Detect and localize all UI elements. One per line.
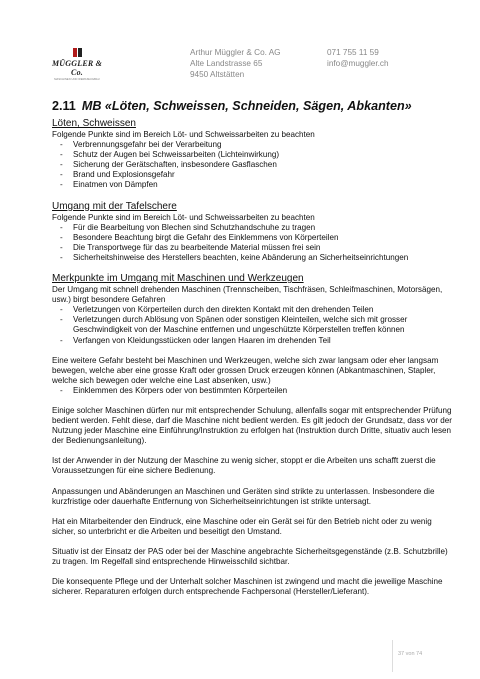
heading-title: MB «Löten, Schweissen, Schneiden, Sägen, Abkanten» <box>81 99 412 113</box>
bullet-list-maschinen <box>52 305 452 345</box>
list-item: - Für die Bearbeitung von Blechen sind Schutzhandschuhe zu tragen <box>52 223 452 233</box>
logo-tagline: MASCHINEN UND WERKZEUGBAU <box>54 78 100 81</box>
logo-wordmark: MÜGGLER & Co. <box>51 59 103 77</box>
paragraph: Situativ ist der Einsatz der PAS oder bei der Maschine angebrachte Sicherheitsgegenstände (z.B. Schutzbrille) zu tragen. Im Regelfall sind entsprechende Hinweisschild sichtbar. <box>52 546 448 566</box>
list-item: - Die Transportwege für das zu bearbeitende Material müssen frei sein <box>52 243 452 253</box>
email: info@muggler.ch <box>327 59 389 68</box>
list-item: - Besondere Beachtung birgt die Gefahr des Einklemmens von Körperteilen <box>52 233 452 243</box>
subsection-title-tafelschere: Umgang mit der Tafelschere <box>52 200 177 212</box>
subsection-intro: Folgende Punkte sind im Bereich Löt- und Schweissarbeiten zu beachten <box>52 212 315 222</box>
subsection-title-loeten: Löten, Schweissen <box>52 118 136 129</box>
list-item: - Einatmen von Dämpfen <box>52 180 452 190</box>
bullet-list-loeten <box>52 140 452 190</box>
paragraph: Einige solcher Maschinen dürfen nur mit entsprechender Schulung, allenfalls sogar mit entsprechender Prüfung bedient werden. Fehlt diese, darf die Maschine nicht bedient werden. Es gilt jedoch der Grundsatz, dass vor der Nutzung jeder Maschine eine Einführung/Instruktion zu erfolgen hat (Instruktion durch Dritte, situativ auch lesen der Bedienungsanleitung). <box>52 405 452 446</box>
address-block <box>190 47 281 80</box>
page-number: 37 von 74 <box>398 651 423 657</box>
section-heading <box>52 99 452 114</box>
bullet-list-tafelschere <box>52 223 452 263</box>
company-logo <box>51 48 103 81</box>
subsection-title-maschinen: Merkpunkte im Umgang mit Maschinen und Werkzeugen <box>52 273 304 285</box>
paragraph: Anpassungen und Abänderungen an Maschinen und Geräten sind strikte zu unterlassen. Insbesondere die kurzfristige oder dauerhafte Entfernung von Sicherheitseinrichtungen ist strikte untersagt. <box>52 486 435 506</box>
list-item: - Sicherheitshinweise des Herstellers beachten, keine Abänderung an Sicherheitseinrichtungen <box>52 253 452 263</box>
logo-mark-icon <box>73 48 82 57</box>
subsection-intro: Der Umgang mit schnell drehenden Maschinen (Trennscheiben, Tischfräsen, Schleifmaschinen, Motorsägen, usw.) birgt besondere Gefahren <box>52 285 443 305</box>
list-item: - Verletzungen von Körperteilen durch den direkten Kontakt mit den drehenden Teilen <box>52 305 452 315</box>
contact-block <box>327 47 389 69</box>
company-name: Arthur Müggler & Co. AG <box>190 48 281 57</box>
list-item: - Sicherung der Gerätschaften, insbesondere Gasflaschen <box>52 160 452 170</box>
paragraph: Hat ein Mitarbeitender den Eindruck, eine Maschine oder ein Gerät sei für den Betrieb nicht oder zu wenig sicher, so unterbricht er die Arbeiten und beseitigt den Umstand. <box>52 516 432 536</box>
list-item: - Verletzungen durch Ablösung von Spänen oder sonstigen Kleinteilen, welche sich mit grosser Geschwindigkeit von der Maschine entfernen und ungeschützte Körperstellen treffen können <box>52 315 452 335</box>
list-item: - Verfangen von Kleidungsstücken oder langen Haaren im drehenden Teil <box>52 336 452 346</box>
paragraph: Die konsequente Pflege und der Unterhalt solcher Maschinen ist zwingend und macht die jeweilige Maschine sicherer. Reparaturen erfolgen durch entsprechende Fachpersonal (Hersteller/Lieferant). <box>52 577 443 597</box>
street: Alte Landstrasse 65 <box>190 59 263 68</box>
bullet-list-hazard <box>52 386 452 396</box>
paragraph: Ist der Anwender in der Nutzung der Maschine zu wenig sicher, stoppt er die Arbeiten uns schafft zuerst die Voraussetzungen für eine sichere Bedienung. <box>52 456 436 476</box>
heading-number: 2.11 <box>52 99 76 113</box>
paragraph-hazard: Eine weitere Gefahr besteht bei Maschinen und Werkzeugen, welche sich zwar langsam oder eher langsam bewegen, welche aber eine grosse Kraft oder grossen Druck erzeugen können (Abkantmaschinen, Stapler, welche sich bewegen oder welche eine Last absenken, usw.) <box>52 355 439 385</box>
list-item: - Verbrennungsgefahr bei der Verarbeitung <box>52 140 452 150</box>
list-item: - Schutz der Augen bei Schweissarbeiten (Lichteinwirkung) <box>52 150 452 160</box>
phone: 071 755 11 59 <box>327 48 379 57</box>
city: 9450 Altstätten <box>190 70 245 79</box>
document-body <box>52 99 452 597</box>
list-item: - Brand und Explosionsgefahr <box>52 170 452 180</box>
list-item: - Einklemmen des Körpers oder von bestimmten Körperteilen <box>52 386 452 396</box>
footer-divider <box>392 640 393 672</box>
subsection-intro: Folgende Punkte sind im Bereich Löt- und Schweissarbeiten zu beachten <box>52 130 315 139</box>
